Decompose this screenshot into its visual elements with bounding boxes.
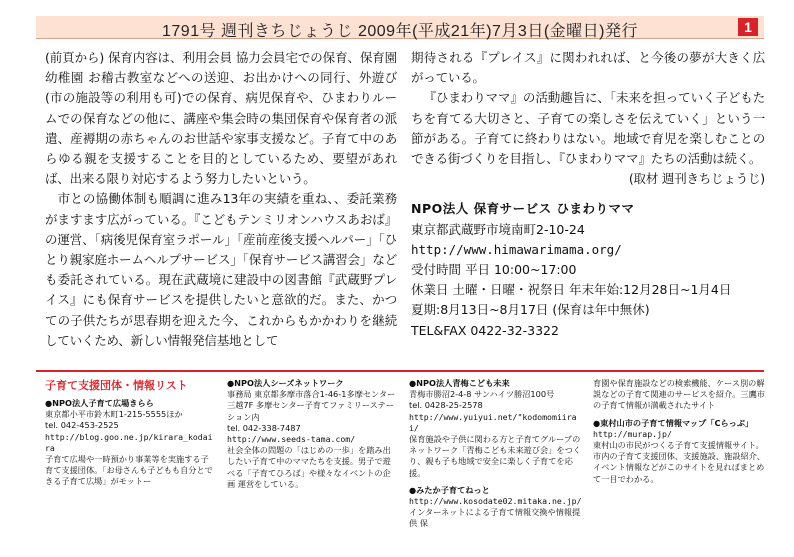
list-item [593,418,765,485]
organization-holidays: 休業日 土曜・日曜・祝祭日 年末年始:12月28日~1月4日 [411,282,732,298]
organization-hours: 受付時間 平日 10:00~17:00 [411,262,577,278]
list-item-line: tel. 042-453-2525 [45,420,119,431]
list-item-line: tel. 0428-25-2578 [409,400,483,411]
organization-summer: 夏期:8月13日~8月17日 (保育は年中無休) [411,302,650,318]
list-item-url[interactable]: http://blog.goo.ne.jp/kirara_kodaira [45,431,213,453]
list-item-line: 保育施設や子供に関わる方と子育てグループのネットワーク「青梅こども未来遊び会」をつくり、親も子も地域で安全に楽しく子育てを応援。 [409,434,581,478]
list-item-name: ●NPO法人シーズネットワーク [227,378,344,388]
list-column-4 [593,378,765,491]
list-item-url[interactable]: http://www.kosodate02.mitaka.ne.jp/ [409,496,582,507]
list-item-name: ●みたか子育てねっと [409,484,490,495]
list-item [409,378,583,479]
support-group-list [45,378,765,548]
list-item-line: 社会全体の問題の「はじめの一歩」を踏み出したい子育て中のママたちを支援。男子で遊べる「子育てひろば」や様々なイベントの企画 運営をしている。 [227,445,391,489]
article-paragraph: 『ひまわりママ』の活動趣旨に、「未来を担っていく子どもたちを育てる大切さと、子育ての楽しさを伝えていく」という一節がある。子育てに終わりはない。地域で育児を楽しむことのできる街づくりを目指し、『ひまわりママ』たちの活動は続く。 [411,90,765,167]
list-item-name: ●東村山市の子育て情報マップ「Cらっぷ」 [593,417,754,428]
organization-name: NPO法人 保育サービス ひまわりママ [411,201,635,217]
page-number-badge: 1 [738,18,758,36]
list-item [45,398,215,488]
list-item-url[interactable]: http://www.yuiyui.net/"kodomomiirai/ [409,411,577,433]
organization-tel: TEL&FAX 0422-32-3322 [411,322,559,338]
list-title: 子育て支援団体・情報リスト [45,379,188,392]
list-item-line: tel. 042-338-7487 [227,422,301,433]
article-paragraph: 市との協働体制も順調に進み13年の実績を重ね、、委託業務がますます広がっている。『こどもテンミリオンハウスあおば』の運営、「病後児保育室ラポール」「産前産後支援ヘルパー」「ひとり親家庭ホームヘルプサービス」「保育サービス講習会」なども委託されている。現在武蔵境に建設中の図書館『武蔵野プレイス』にも保育サービスを提供したいと意欲的だ。また、かつての子供たちが思春期を迎えた今、これからもかかわりを継続していくため、新しい情報発信基地として [45,191,397,348]
organization-info [411,199,765,340]
list-item [409,485,583,530]
article-paragraph: 期待される『プレイス』に関われれば、と今後の夢が大きく広がっている。 [411,50,765,86]
list-item-line: 子育て広場や一時預かり事業等を実施する子育て支援団体。「お母さんも子どもも自分とできる子育て広場」がモットー [45,454,213,487]
list-item-name: ●NPO法人子育て広場きらら [45,398,154,408]
list-column-3 [409,378,583,536]
list-item-line: 育園や保育施設などの検索機能、ケース別の解説などの子育て関連のサービスを紹介。三鷹市の子育て情報が満載されたサイト [593,378,765,411]
list-item-url[interactable]: http://murap.jp/ [593,428,672,439]
article-left-column [45,48,397,351]
list-item-line: 事務局 東京都多摩市落合1-46-1多摩センター三越7F 多摩センター子育てファミリーステーション内 [227,389,396,422]
list-item [227,378,397,490]
list-item [593,378,765,412]
issue-header-title: 1791号 週刊きちじょうじ 2009年(平成21年)7月3日(金曜日)発行 [162,23,638,40]
article-paragraph: (前頁から) 保育内容は、利用会員 協力会員宅での保育、保育園 幼稚園 お稽古教室などへの送迎、お出かけへの同行、外遊び(市の施設等の利用も可)での保育、病児保育や、ひまわりルームでの保育などの他に、講座や集会時の集団保育や保育者の派遣、産褥期の赤ちゃんのお世話や家事支援など。子育て中のあらゆる親を支援することを目的としているため、要望があれば、出来る限り対応するよう努力したいという。 [45,50,397,187]
section-divider [36,370,764,372]
issue-header-bar [36,16,764,39]
article-body [45,48,765,364]
list-column-1 [45,378,215,494]
list-item-line: 東村山の市民がつくる子育て支援情報サイト。市内の子育て支援団体、支援施設、施設紹介、イベント情報などがこのサイトを見ればまとめて一目でわかる。 [593,440,765,484]
organization-address: 東京都武蔵野市境南町2-10-24 [411,221,585,237]
article-right-column [411,48,765,341]
list-item-url[interactable]: http://www.seeds-tama.com/ [227,434,356,445]
article-credit: (取材 週刊きちじょうじ) [628,171,765,187]
organization-url[interactable]: http://www.himawarimama.org/ [411,241,622,257]
list-item-line: 東京都小平市鈴木町1-215-5555ほか [45,409,183,420]
list-item-line: インターネットによる子育て情報交換や情報提供 保 [409,507,581,529]
list-item-line: 青梅市勝沼2-4-8 サンハイツ勝沼100号 [409,389,555,400]
list-column-2 [227,378,397,496]
list-item-name: ●NPO法人青梅こども未来 [409,378,510,388]
